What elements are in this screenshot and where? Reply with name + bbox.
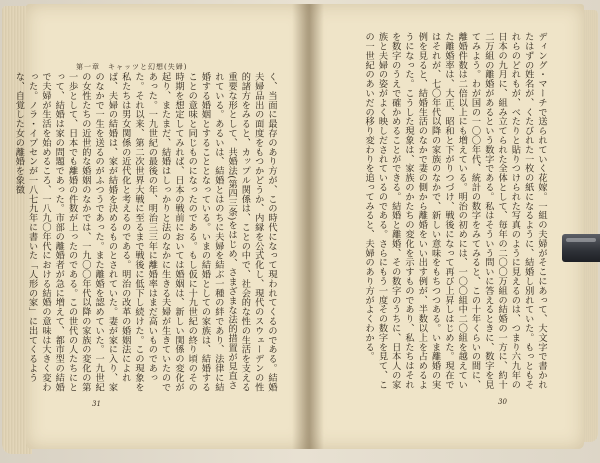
left-page-body-text: く、当面に最存のあり方が、この時代になって現われてくるのである。結婚夫婦品出の面度をもつかどうか、内縁を公式化し、現代のスウェーデンの性的諸方をみると、カップル関係は、ことの中で、社会的な性の生活を支える重要な形として、共婚法(第四三条)をはじめ、さまざまな法的措置が見直されている。あるいは、結婚とはのちに夫婦を結ぶ一種の絆であり、法律に結婚する婚姻とすることとなっている。いまの結婚としての家族は、結婚することの意味と同じものになったのである。もし仮に十九世紀の終り頃のその時期を想定してみれば、日本の戦前においては婚姻は、新しい関係の変化が起り、またまだ、結婚はしっかりと法のなかに生きる夫婦が生きていたのであった。一九世紀の最後の年、明治三三年に離婚率はまだ高いものであった。それ以来、第二次世界大戦に至るまで戦後に低下し続けた。この現象を私たちは男女関係の近代化と考えるのである。明治の改革の婚姻法によれば、夫婦の結婚は、家が結婚を決めるものとされていた。妻が家に入り、家のなかで一生を送るのがふつうであった。また離婚を認めていた。一九世紀の女性たちの近世的な婚姻のなかでは、一九〇〇年代以降の家族の変化の第一歩として、日本でも離婚の件数が上ったのである。この世代の人たちにとって、結婚は家の問題であった。市部の離婚者が急に増えて、都市型の結婚で夫婦が生活を始めるころ、一八九〇年代における結婚の意味は大きく変わった。ノラ・イプセンが一八七九年に書いた「人形の家」に出てくるような、自覚した女の離婚を象徴 [13,72,277,392]
page-edges-right [584,10,598,442]
right-page-number: 30 [498,398,507,406]
running-head: 第一章 キャッツと幻想(失婦) [76,63,188,71]
binder-clip-highlight [566,238,596,242]
right-page-body-text: ディング・マーチで送られていく花嫁。一組の夫婦がそこにあって、大文字で書かれたはずの姓名が、くたびれた一枚の紙になるように、結婚し別れていた。もっともそれらのどれもが、べたりと貼りつけられた写真のように見えるのは、つまり六九年の日本の九月に、組み立てられた全体として、毎年の二〇〇万組の結婚の一方に、約十二万組の離婚があるという数字である。私はそういう問いに答えるときに、数字を見てみよう。わが国の一〇〇年代、統計の数字をみてみると、この十年くらいの間に、離婚件数は二倍以上にも増えている。明治の初めには、一〇〇組中二〇組を越えていた離婚率は、大正、昭和と下がりつづけ、戦後になって再び上昇しはじめた。現在ではそれが、七〇年代以降の家族のなかで、新しい意味をもちつつある。いま離婚の実例を見ると、結婚生活のなかで妻の側から離婚をいい出す例が、半数以上を占めるようになった。こうした現象は、家族のかたちの変化を示すものであり、私たちはそれを数字のうえで確かめることができる。結婚と離婚、その数字のうちに、日本人の家族と夫婦の姿がよく映しだされているのである。さらにもう一度その数字を見て、この一世紀のあいだの移り変わりを追ってみると、夫婦のあり方がよくわかる。 [363,32,547,390]
left-page-number: 31 [92,400,101,408]
book-gutter [292,4,324,449]
